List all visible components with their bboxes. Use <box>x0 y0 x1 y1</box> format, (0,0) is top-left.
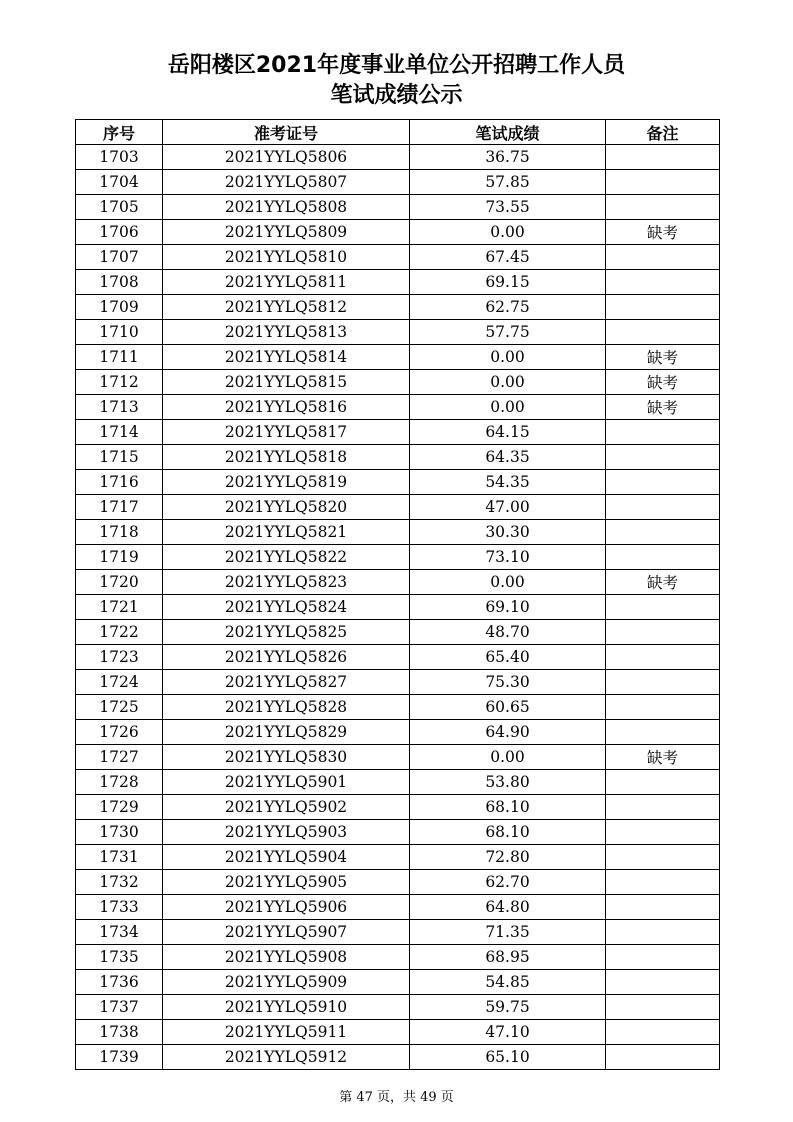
exam-id-cell: 2021YYLQ5911 <box>163 1020 410 1045</box>
score-cell: 53.80 <box>410 770 606 795</box>
seq-cell: 1739 <box>76 1045 163 1070</box>
table-row <box>76 995 720 1020</box>
remark-cell <box>606 295 720 320</box>
exam-id-cell: 2021YYLQ5908 <box>163 945 410 970</box>
remark-cell <box>606 695 720 720</box>
score-cell: 47.00 <box>410 495 606 520</box>
score-cell: 0.00 <box>410 570 606 595</box>
score-cell: 30.30 <box>410 520 606 545</box>
score-table <box>75 119 720 1070</box>
score-cell: 73.55 <box>410 195 606 220</box>
table-row <box>76 745 720 770</box>
seq-cell: 1711 <box>76 345 163 370</box>
remark-cell <box>606 595 720 620</box>
remark-cell <box>606 420 720 445</box>
seq-cell: 1730 <box>76 820 163 845</box>
seq-cell: 1738 <box>76 1020 163 1045</box>
seq-cell: 1735 <box>76 945 163 970</box>
score-cell: 68.10 <box>410 820 606 845</box>
remark-cell <box>606 795 720 820</box>
exam-id-cell: 2021YYLQ5812 <box>163 295 410 320</box>
score-cell: 65.10 <box>410 1045 606 1070</box>
score-cell: 64.80 <box>410 895 606 920</box>
remark-cell <box>606 620 720 645</box>
score-cell: 0.00 <box>410 370 606 395</box>
table-row <box>76 1045 720 1070</box>
seq-cell: 1717 <box>76 495 163 520</box>
score-cell: 72.80 <box>410 845 606 870</box>
seq-cell: 1709 <box>76 295 163 320</box>
seq-cell: 1703 <box>76 145 163 170</box>
remark-cell <box>606 245 720 270</box>
table-row <box>76 220 720 245</box>
table-row <box>76 245 720 270</box>
remark-cell <box>606 870 720 895</box>
seq-cell: 1704 <box>76 170 163 195</box>
remark-cell <box>606 720 720 745</box>
exam-id-cell: 2021YYLQ5829 <box>163 720 410 745</box>
score-cell: 60.65 <box>410 695 606 720</box>
table-row <box>76 145 720 170</box>
remark-cell <box>606 995 720 1020</box>
seq-cell: 1725 <box>76 695 163 720</box>
table-row <box>76 845 720 870</box>
remark-cell <box>606 495 720 520</box>
column-header-score: 笔试成绩 <box>410 120 606 145</box>
column-header-seq: 序号 <box>76 120 163 145</box>
seq-cell: 1731 <box>76 845 163 870</box>
exam-id-cell: 2021YYLQ5821 <box>163 520 410 545</box>
table-row <box>76 770 720 795</box>
score-cell: 64.35 <box>410 445 606 470</box>
seq-cell: 1737 <box>76 995 163 1020</box>
column-header-remark: 备注 <box>606 120 720 145</box>
remark-cell: 缺考 <box>606 345 720 370</box>
score-cell: 73.10 <box>410 545 606 570</box>
remark-cell <box>606 920 720 945</box>
table-row <box>76 570 720 595</box>
page-subtitle: 笔试成绩公示 <box>330 83 463 108</box>
table-row <box>76 645 720 670</box>
table-row <box>76 720 720 745</box>
seq-cell: 1714 <box>76 420 163 445</box>
exam-id-cell: 2021YYLQ5806 <box>163 145 410 170</box>
table-row <box>76 395 720 420</box>
score-cell: 65.40 <box>410 645 606 670</box>
seq-cell: 1721 <box>76 595 163 620</box>
table-row <box>76 295 720 320</box>
remark-cell <box>606 645 720 670</box>
seq-cell: 1707 <box>76 245 163 270</box>
score-cell: 62.70 <box>410 870 606 895</box>
score-cell: 54.85 <box>410 970 606 995</box>
table-row <box>76 620 720 645</box>
seq-cell: 1720 <box>76 570 163 595</box>
exam-id-cell: 2021YYLQ5827 <box>163 670 410 695</box>
score-cell: 0.00 <box>410 745 606 770</box>
exam-id-cell: 2021YYLQ5910 <box>163 995 410 1020</box>
seq-cell: 1726 <box>76 720 163 745</box>
remark-cell: 缺考 <box>606 745 720 770</box>
exam-id-cell: 2021YYLQ5809 <box>163 220 410 245</box>
table-row <box>76 945 720 970</box>
remark-cell <box>606 445 720 470</box>
exam-id-cell: 2021YYLQ5904 <box>163 845 410 870</box>
score-cell: 69.15 <box>410 270 606 295</box>
seq-cell: 1736 <box>76 970 163 995</box>
exam-id-cell: 2021YYLQ5816 <box>163 395 410 420</box>
table-row <box>76 545 720 570</box>
table-row <box>76 470 720 495</box>
exam-id-cell: 2021YYLQ5828 <box>163 695 410 720</box>
remark-cell <box>606 545 720 570</box>
exam-id-cell: 2021YYLQ5903 <box>163 820 410 845</box>
remark-cell: 缺考 <box>606 220 720 245</box>
column-header-exam-id: 准考证号 <box>163 120 410 145</box>
exam-id-cell: 2021YYLQ5902 <box>163 795 410 820</box>
table-row <box>76 270 720 295</box>
remark-cell: 缺考 <box>606 370 720 395</box>
exam-id-cell: 2021YYLQ5820 <box>163 495 410 520</box>
score-cell: 67.45 <box>410 245 606 270</box>
exam-id-cell: 2021YYLQ5818 <box>163 445 410 470</box>
remark-cell <box>606 270 720 295</box>
exam-id-cell: 2021YYLQ5909 <box>163 970 410 995</box>
seq-cell: 1723 <box>76 645 163 670</box>
table-row <box>76 420 720 445</box>
table-row <box>76 820 720 845</box>
table-row <box>76 195 720 220</box>
exam-id-cell: 2021YYLQ5825 <box>163 620 410 645</box>
seq-cell: 1712 <box>76 370 163 395</box>
exam-id-cell: 2021YYLQ5905 <box>163 870 410 895</box>
score-cell: 57.75 <box>410 320 606 345</box>
table-row <box>76 795 720 820</box>
table-row <box>76 170 720 195</box>
remark-cell <box>606 1020 720 1045</box>
remark-cell <box>606 770 720 795</box>
score-cell: 36.75 <box>410 145 606 170</box>
table-row <box>76 1020 720 1045</box>
table-row <box>76 895 720 920</box>
seq-cell: 1719 <box>76 545 163 570</box>
score-cell: 57.85 <box>410 170 606 195</box>
table-row <box>76 445 720 470</box>
score-cell: 0.00 <box>410 395 606 420</box>
table-row <box>76 695 720 720</box>
score-cell: 0.00 <box>410 345 606 370</box>
score-cell: 68.95 <box>410 945 606 970</box>
exam-id-cell: 2021YYLQ5901 <box>163 770 410 795</box>
score-cell: 69.10 <box>410 595 606 620</box>
remark-cell <box>606 895 720 920</box>
seq-cell: 1710 <box>76 320 163 345</box>
exam-id-cell: 2021YYLQ5906 <box>163 895 410 920</box>
table-row <box>76 595 720 620</box>
exam-id-cell: 2021YYLQ5824 <box>163 595 410 620</box>
exam-id-cell: 2021YYLQ5830 <box>163 745 410 770</box>
remark-cell <box>606 470 720 495</box>
exam-id-cell: 2021YYLQ5907 <box>163 920 410 945</box>
seq-cell: 1715 <box>76 445 163 470</box>
score-cell: 62.75 <box>410 295 606 320</box>
table-row <box>76 495 720 520</box>
remark-cell <box>606 520 720 545</box>
score-cell: 0.00 <box>410 220 606 245</box>
table-row <box>76 320 720 345</box>
exam-id-cell: 2021YYLQ5814 <box>163 345 410 370</box>
table-row <box>76 870 720 895</box>
seq-cell: 1705 <box>76 195 163 220</box>
score-cell: 59.75 <box>410 995 606 1020</box>
exam-id-cell: 2021YYLQ5807 <box>163 170 410 195</box>
remark-cell: 缺考 <box>606 395 720 420</box>
header-row <box>76 120 720 145</box>
seq-cell: 1708 <box>76 270 163 295</box>
exam-id-cell: 2021YYLQ5826 <box>163 645 410 670</box>
remark-cell: 缺考 <box>606 570 720 595</box>
remark-cell <box>606 170 720 195</box>
table-row <box>76 345 720 370</box>
exam-id-cell: 2021YYLQ5815 <box>163 370 410 395</box>
table-row <box>76 920 720 945</box>
remark-cell <box>606 845 720 870</box>
seq-cell: 1734 <box>76 920 163 945</box>
score-cell: 68.10 <box>410 795 606 820</box>
score-cell: 48.70 <box>410 620 606 645</box>
remark-cell <box>606 970 720 995</box>
remark-cell <box>606 195 720 220</box>
page-title: 岳阳楼区2021年度事业单位公开招聘工作人员 <box>167 53 626 78</box>
exam-id-cell: 2021YYLQ5819 <box>163 470 410 495</box>
seq-cell: 1713 <box>76 395 163 420</box>
exam-id-cell: 2021YYLQ5808 <box>163 195 410 220</box>
score-cell: 71.35 <box>410 920 606 945</box>
exam-id-cell: 2021YYLQ5912 <box>163 1045 410 1070</box>
score-cell: 54.35 <box>410 470 606 495</box>
table-row <box>76 370 720 395</box>
remark-cell <box>606 145 720 170</box>
page-footer: 第 47 页，共 49 页 <box>339 1090 454 1105</box>
table-row <box>76 970 720 995</box>
table-row <box>76 520 720 545</box>
seq-cell: 1706 <box>76 220 163 245</box>
seq-cell: 1728 <box>76 770 163 795</box>
remark-cell <box>606 820 720 845</box>
score-cell: 64.15 <box>410 420 606 445</box>
score-cell: 64.90 <box>410 720 606 745</box>
exam-id-cell: 2021YYLQ5822 <box>163 545 410 570</box>
exam-id-cell: 2021YYLQ5813 <box>163 320 410 345</box>
seq-cell: 1718 <box>76 520 163 545</box>
seq-cell: 1722 <box>76 620 163 645</box>
remark-cell <box>606 320 720 345</box>
remark-cell <box>606 945 720 970</box>
seq-cell: 1732 <box>76 870 163 895</box>
exam-id-cell: 2021YYLQ5811 <box>163 270 410 295</box>
score-cell: 47.10 <box>410 1020 606 1045</box>
exam-id-cell: 2021YYLQ5823 <box>163 570 410 595</box>
seq-cell: 1716 <box>76 470 163 495</box>
exam-id-cell: 2021YYLQ5817 <box>163 420 410 445</box>
seq-cell: 1729 <box>76 795 163 820</box>
exam-id-cell: 2021YYLQ5810 <box>163 245 410 270</box>
seq-cell: 1733 <box>76 895 163 920</box>
remark-cell <box>606 670 720 695</box>
seq-cell: 1727 <box>76 745 163 770</box>
table-row <box>76 670 720 695</box>
score-cell: 75.30 <box>410 670 606 695</box>
remark-cell <box>606 1045 720 1070</box>
seq-cell: 1724 <box>76 670 163 695</box>
